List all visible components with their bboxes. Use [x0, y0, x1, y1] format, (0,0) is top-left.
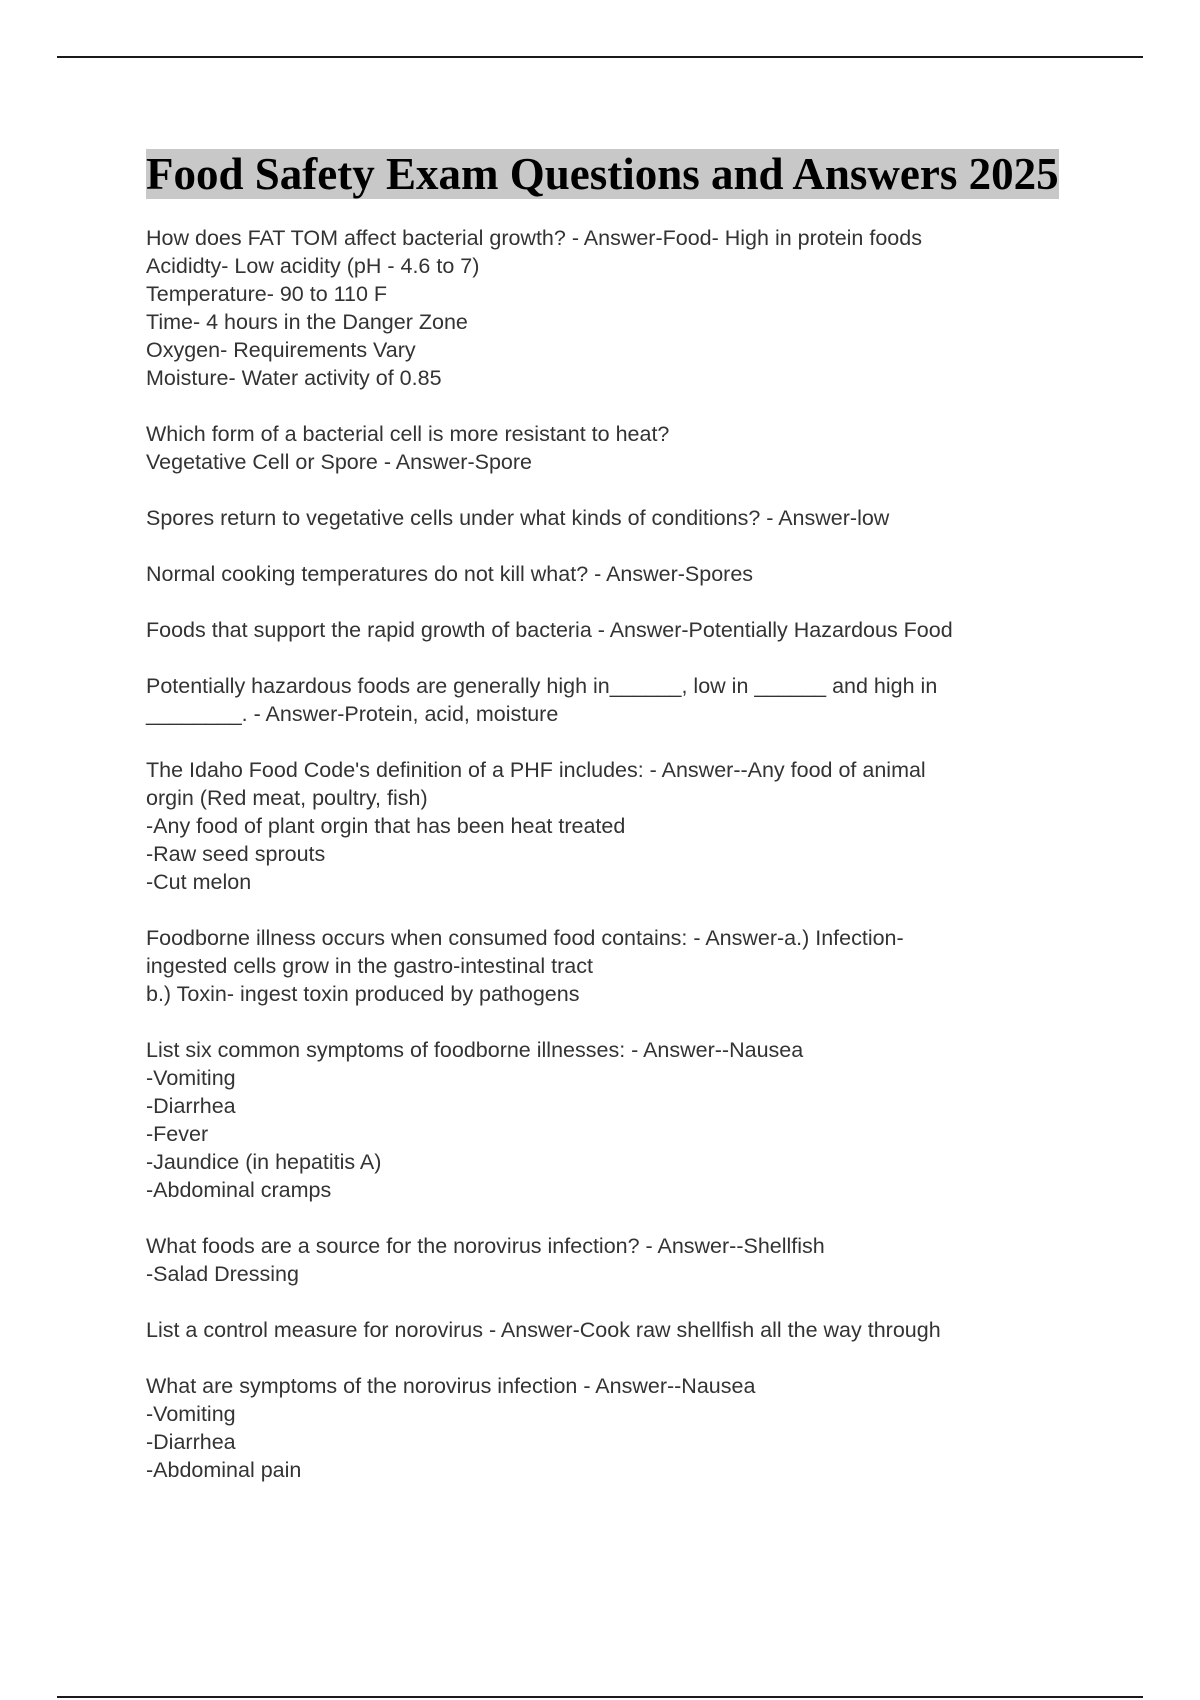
qa-answer-line: -Fever — [146, 1122, 209, 1146]
document-title-text: Food Safety Exam Questions and Answers 2025 — [146, 149, 1059, 199]
qa-block — [146, 616, 1086, 644]
qa-answer-line: Temperature- 90 to 110 F — [146, 282, 388, 306]
qa-question-line: List a control measure for norovirus - Answer-Cook raw shellfish all the way through — [146, 1318, 941, 1342]
qa-block — [146, 1036, 1086, 1204]
qa-answer-line: -Salad Dressing — [146, 1262, 299, 1286]
qa-question-line: Potentially hazardous foods are generally high in______, low in ______ and high in — [146, 674, 938, 698]
qa-answer-line: Time- 4 hours in the Danger Zone — [146, 310, 468, 334]
qa-answer-line: ________. - Answer-Protein, acid, moisture — [146, 702, 559, 726]
qa-block — [146, 672, 1086, 728]
document-title — [146, 146, 1086, 202]
qa-question-line: The Idaho Food Code's definition of a PHF includes: - Answer--Any food of animal — [146, 758, 926, 782]
qa-block — [146, 756, 1086, 896]
qa-block — [146, 504, 1086, 532]
document-body — [146, 146, 1086, 1512]
qa-answer-line: b.) Toxin- ingest toxin produced by pathogens — [146, 982, 580, 1006]
qa-answer-line: -Diarrhea — [146, 1430, 236, 1454]
qa-answer-line: -Cut melon — [146, 870, 252, 894]
qa-answer-line: Acididty- Low acidity (pH - 4.6 to 7) — [146, 254, 480, 278]
qa-question-line: What are symptoms of the norovirus infection - Answer--Nausea — [146, 1374, 756, 1398]
qa-answer-line: -Abdominal cramps — [146, 1178, 332, 1202]
qa-block — [146, 224, 1086, 392]
qa-answer-line: -Raw seed sprouts — [146, 842, 326, 866]
qa-block — [146, 1316, 1086, 1344]
qa-question-line: Which form of a bacterial cell is more resistant to heat? — [146, 422, 670, 446]
qa-answer-line: Moisture- Water activity of 0.85 — [146, 366, 442, 390]
qa-answer-line: -Any food of plant orgin that has been heat treated — [146, 814, 626, 838]
qa-question-line: What foods are a source for the norovirus infection? - Answer--Shellfish — [146, 1234, 825, 1258]
qa-answer-line: orgin (Red meat, poultry, fish) — [146, 786, 428, 810]
qa-question-line: Foods that support the rapid growth of bacteria - Answer-Potentially Hazardous Food — [146, 618, 953, 642]
qa-block — [146, 1372, 1086, 1484]
qa-question-line: List six common symptoms of foodborne illnesses: - Answer--Nausea — [146, 1038, 804, 1062]
qa-answer-line: ingested cells grow in the gastro-intestinal tract — [146, 954, 593, 978]
footer-rule — [57, 1696, 1143, 1698]
qa-answer-line: -Jaundice (in hepatitis A) — [146, 1150, 382, 1174]
qa-answer-line: -Vomiting — [146, 1066, 236, 1090]
qa-answer-line: Vegetative Cell or Spore - Answer-Spore — [146, 450, 533, 474]
qa-block — [146, 560, 1086, 588]
qa-answer-line: -Abdominal pain — [146, 1458, 302, 1482]
qa-answer-line: Oxygen- Requirements Vary — [146, 338, 416, 362]
qa-question-line: Foodborne illness occurs when consumed food contains: - Answer-a.) Infection- — [146, 926, 904, 950]
qa-question-line: Normal cooking temperatures do not kill what? - Answer-Spores — [146, 562, 754, 586]
qa-block — [146, 924, 1086, 1008]
qa-answer-line: -Vomiting — [146, 1402, 236, 1426]
qa-question-line: Spores return to vegetative cells under what kinds of conditions? - Answer-low — [146, 506, 890, 530]
qa-block — [146, 1232, 1086, 1288]
qa-block — [146, 420, 1086, 476]
qa-question-line: How does FAT TOM affect bacterial growth? - Answer-Food- High in protein foods — [146, 226, 922, 250]
qa-answer-line: -Diarrhea — [146, 1094, 236, 1118]
header-rule — [57, 56, 1143, 58]
qa-list — [146, 224, 1086, 1484]
